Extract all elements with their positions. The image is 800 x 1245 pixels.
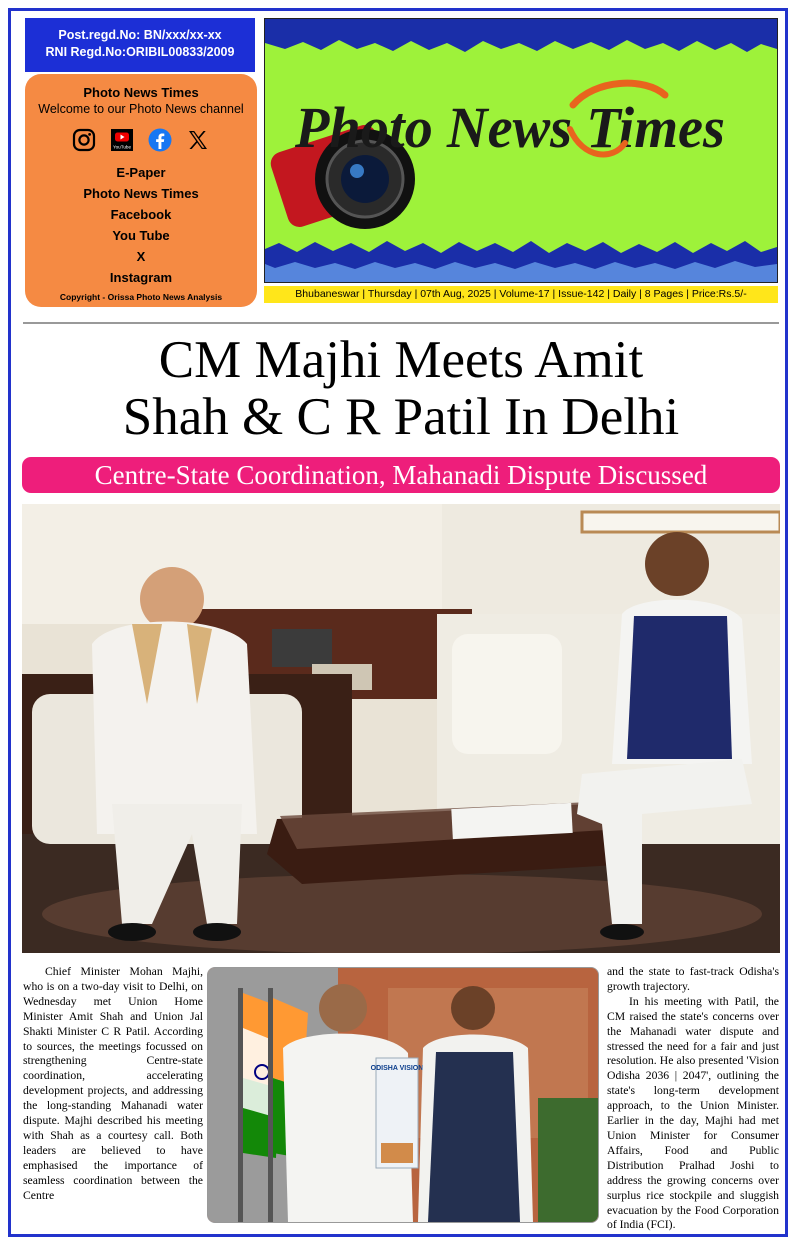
link-x[interactable]: X (136, 249, 146, 264)
secondary-photo (207, 967, 599, 1223)
headline-line-2: Shah & C R Patil In Delhi (122, 388, 680, 446)
promo-welcome: Welcome to our Photo News channel (38, 102, 244, 116)
link-facebook[interactable]: Facebook (110, 207, 172, 222)
masthead-art (265, 19, 777, 282)
instagram-icon[interactable] (72, 128, 96, 152)
article-paragraph-1: Chief Minister Mohan Majhi, who is on a two-day visit to Delhi, on Wednesday met Union Home Minister Amit Shah and Union Jal Shakti Minister C R Patil. According to sources, the meetings focussed on strengthening Centre-state coordination, accelerating development projects, and addressing the long-standing Mahanadi water dispute. Majhi described his meeting with Shah as a courtesy call. Both leaders are believed to have emphasised the importance of seamless coordination between the Centre (23, 965, 203, 1202)
logo-text: Photo News Times (294, 95, 725, 160)
youtube-icon[interactable] (110, 128, 134, 152)
article-paragraph-3: In his meeting with Patil, the CM raised the state's concerns over the Mahanadi water dispute and stressed the need for a fair and just resolution. He also presented 'Vision Odisha 2036 | 2047', outlining the state's long-term development approach, to the Union Minister. Earlier in the day, Majhi had met Union Minister for Consumer Affairs, Food and Public Distribution Pralhad Joshi to address the growing concerns over surplus rice stockpile and sluggish evacuation by the Food Corporation of India (FCI). (607, 994, 779, 1232)
newspaper-page (8, 8, 788, 1237)
main-headline (21, 332, 781, 446)
registration-box (25, 18, 255, 72)
youtube-icon-label: YouTube (112, 144, 132, 150)
edition-info-bar: Bhubaneswar | Thursday | 07th Aug, 2025 | Volume-17 | Issue-142 | Daily | 8 Pages | Price:Rs.5/- (264, 286, 778, 303)
rni-registration: RNI Regd.No:ORIBIL00833/2009 (45, 45, 235, 59)
masthead-logo (264, 18, 778, 283)
copyright-notice: Copyright - Orissa Photo News Analysis (59, 292, 223, 302)
postal-registration: Post.regd.No: BN/xxx/xx-xx (58, 28, 222, 42)
main-photo (22, 504, 780, 953)
article-column-3 (607, 965, 779, 1233)
link-instagram[interactable]: Instagram (109, 270, 173, 285)
header-divider (23, 322, 779, 324)
social-promo-panel (25, 74, 257, 307)
promo-links (25, 162, 257, 288)
social-icons (25, 127, 257, 153)
subheadline-banner: Centre-State Coordination, Mahanadi Dispute Discussed (22, 457, 780, 493)
book-title: ODISHA VISION (370, 1065, 424, 1072)
link-youtube[interactable]: You Tube (112, 228, 170, 243)
link-photo-news-times[interactable]: Photo News Times (83, 186, 199, 201)
article-paragraph-2: and the state to fast-track Odisha's growth trajectory. (607, 965, 779, 993)
link-epaper[interactable]: E-Paper (116, 165, 166, 180)
promo-title: Photo News Times (83, 85, 199, 100)
x-icon[interactable] (186, 128, 210, 152)
headline-line-1: CM Majhi Meets Amit (158, 331, 644, 389)
article-column-1 (23, 965, 203, 1204)
facebook-icon[interactable] (148, 128, 172, 152)
